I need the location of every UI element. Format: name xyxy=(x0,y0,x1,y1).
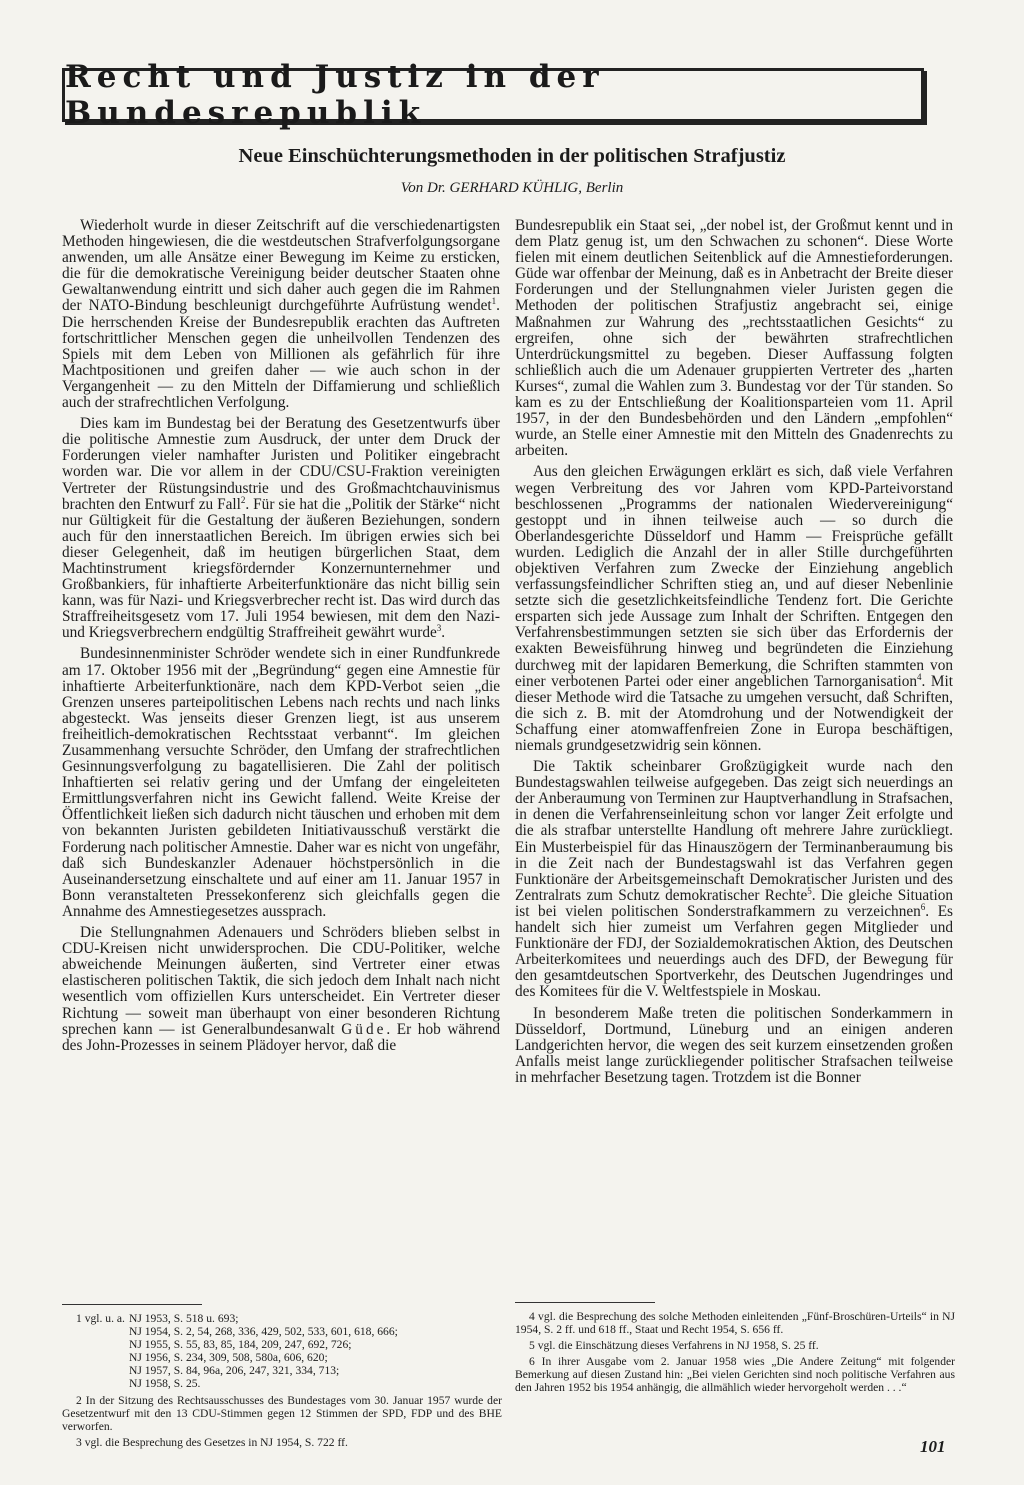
footnote-ref: 2 xyxy=(240,494,246,505)
paragraph xyxy=(62,416,500,641)
paragraph xyxy=(515,218,953,459)
footnote-divider xyxy=(62,1304,202,1305)
right-column xyxy=(515,218,953,1091)
paragraph xyxy=(515,1006,953,1086)
text: . Die herrschenden Kreise der Bundesrepublik erachten das Auftreten fortschrittlicher Menschen gegen die unheilvollen Tendenzen des Spiels mit dem Leben von Millionen als gefährlich für ihre Machtpositionen und greifen daher — wie auch schon in der Vergangenheit — zu den Mitteln der Diffamierung und schließlich auch der strafrechtlichen Verfolgung. xyxy=(62,297,500,412)
footnote-label: 1 vgl. u. a. xyxy=(76,1312,125,1325)
footnote-5: 5 vgl. die Einschätzung dieses Verfahrens in NJ 1958, S. 25 ff. xyxy=(529,1339,819,1352)
footnote-1 xyxy=(76,1312,402,1390)
footnote-ref-line: NJ 1954, S. 2, 54, 268, 336, 429, 502, 533, 601, 618, 666; xyxy=(128,1325,398,1338)
article-byline: Von Dr. GERHARD KÜHLIG, Berlin xyxy=(400,180,624,196)
section-header: Recht und Justiz in der Bundesrepublik xyxy=(65,59,605,131)
paragraph xyxy=(62,925,500,1054)
text: Bundesrepublik ein Staat sei, „der nobel ist, der Großmut kennt und in dem Platz genug ist, um den Schwachen zu schonen“. Diese Worte fielen mit einem deutlichen Seitenblick auf die Amnestieforderungen. Güde war offenbar der Meinung, daß es in Anbetracht der Breite dieser Forderungen und der Stellungnahmen vieler Juristen gegen die Methoden der politischen Strafjustiz angebracht sei, einige Maßnahmen zur Wahrung des „rechtsstaatlichen Gesichts“ zu ergreifen, ohne sich der bewährten strafrechtlichen Unterdrückungsmittel zu begeben. Dieser Auffassung folgten schließlich auch die um Adenauer gruppierten Vertreter des „harten Kurses“, zumal die Wahlen zum 3. Bundestag vor der Tür standen. So kam es zu der Entschließung der Koalitionsparteien vom 11. April 1957, in der den Bundesbehörden und den Ländern „empfohlen“ wurde, an Stelle einer Amnestie mit den Mitteln des Gnadenrechts zu arbeiten. xyxy=(515,217,953,460)
text: Die Stellungnahmen Adenauers und Schröders blieben selbst in CDU-Kreisen nicht unwidersprochen. Die CDU-Politiker, welche abweichende Meinungen äußerten, sind Vertreter einer etwas elastischeren politischen Taktik, die sich jedoch dem Inhalt nach nicht wesentlich vom offiziellen Kurs unterscheidet. Ein Vertreter dieser Richtung — soweit man überhaupt von einer besonderen Richtung sprechen kann — ist Generalbundesanwalt xyxy=(62,924,500,1038)
text: . Er hob während des John-Prozesses in seinem Plädoyer hervor, daß die xyxy=(62,1020,500,1054)
left-column xyxy=(62,218,500,1059)
section-header-box xyxy=(62,59,924,131)
text: Die Taktik scheinbarer Großzügigkeit wurde nach den Bundestagswahlen teilweise aufgegeben. Das zeigt sich neuerdings an der Anberaumung von Terminen zur Hauptverhandlung in Strafsachen, in denen die Verfahrenseinleitung schon vor langer Zeit erfolgte und die als strafbar unterstellte Handlung oft mehrere Jahre zurückliegt. Ein Musterbeispiel für das Hinauszögern der Terminanberaumung bis in die Zeit nach der Bundestagswahl ist das Verfahren gegen Funktionäre der Arbeitsgemeinschaft Demokratischer Juristen und des Zentralrats zum Schutz demokratischer Rechte xyxy=(515,758,953,904)
page-number: 101 xyxy=(920,1437,946,1456)
text: Aus den gleichen Erwägungen erklärt es sich, daß viele Verfahren wegen Verbreitung des vor Jahren vom KPD-Parteivorstand beschlossenen „Programms der nationalen Wiedervereinigung“ gestoppt und in ihnen teilweise auch — so durch die Oberlandesgerichte Düsseldorf und Hamm — Freisprüche gefällt wurden. Lediglich die Anzahl der in aller Stille durchgeführten objektiven Verfahren zum Zwecke der Einziehung angeblich verfassungsfeindlicher Schriften stieg an, und auf dieser Nebenlinie setzte sich die gesetzlichkeitsfeindliche Tendenz fort. Die Gerichte ersparten sich jede Aussage zum Inhalt der Schriften. Entgegen den Verfahrensbestimmungen setzten sie sich über das Erfordernis der exakten Beweisführung hinweg und begründeten die Einziehung durchweg mit der lapidaren Bemerkung, die Schriften stammten von einer verbotenen Partei oder einer angeblichen Tarnorganisation xyxy=(515,463,953,690)
text: . Mit dieser Methode wird die Tatsache zu umgehen versucht, daß Schriften, die sich z. B. mit der Atomdrohung und der Notwendigkeit der Schaffung einer atomwaffenfreien Zone in Europa beschäftigen, niemals grundgesetzwidrig sein können. xyxy=(515,672,953,754)
paragraph xyxy=(515,464,953,754)
text: . Es handelt sich hier zumeist um Verfahren gegen Mitglieder und Funktionäre der FDJ, der Sozialdemokratischen Aktion, des Deutschen Arbeiterkomitees und neuerdings auch des DFD, der Bewegung für den gesamtdeutschen Sportverkehr, des Deutschen Jugendringes und des Komitees für die V. Weltfestspiele in Moskau. xyxy=(515,902,953,1001)
footnote-6: 6 In ihrer Ausgabe vom 2. Januar 1958 wies „Die Andere Zeitung“ mit folgender Bemerkung auf diesen Zustand hin: „Bei vielen Gerichten sind noch politische Verfahren aus den Jahren 1952 bis 1954 anhängig, die allmählich wieder hervorgeholt werden . . .“ xyxy=(515,1355,955,1394)
footnote-ref: 5 xyxy=(807,885,812,896)
paragraph xyxy=(62,218,500,411)
text: In besonderem Maße treten die politischen Sonderkammern in Düsseldorf, Dortmund, Lüneburg und an einigen anderen Landgerichten hervor, die wegen des seit kurzem einsetzenden großen Anfalls meist lange zurückliegender politischer Strafsachen teilweise in mehrfacher Besetzung tagen. Trotzdem ist die Bonner xyxy=(515,1004,953,1086)
footnote-ref-line: NJ 1955, S. 55, 83, 85, 184, 209, 247, 692, 726; xyxy=(128,1338,352,1351)
footnote-divider xyxy=(515,1302,655,1303)
footnotes-right xyxy=(515,1310,955,1397)
footnote-ref-line: NJ 1956, S. 234, 309, 508, 580a, 606, 620; xyxy=(128,1351,328,1364)
footnote-ref: 4 xyxy=(917,671,922,682)
text: . xyxy=(441,624,446,642)
footnote-ref-line: NJ 1957, S. 84, 96a, 206, 247, 321, 334, 713; xyxy=(128,1364,340,1377)
text: . Für sie hat die „Politik der Stärke“ nicht nur Gültigkeit für die Gestaltung der äußeren Beziehungen, sondern auch für den innerstaatlichen Bereich. Im übrigen erwies sich bei dieser Gelegenheit, daß im heutigen bürgerlichen Staat, dem Machtinstrument kriegsfördernder Konzernunternehmer und Großbankiers, für inhaftierte Arbeiterfunktionäre das nicht billig sein kann, was für Nazi- und Kriegsverbrecher recht ist. Das wird durch das Straffreiheitsgesetz vom 17. Juli 1954 bewiesen, mit dem den Nazi- und Kriegsverbrechern endgültig Straffreiheit gewährt wurde xyxy=(62,495,501,642)
text: Wiederholt wurde in dieser Zeitschrift auf die verschiedenartigsten Methoden hingewiesen, die die westdeutschen Strafverfolgungsorgane anwenden, um alle Ansätze einer Bewegung im Keime zu ersticken, die für die demokratische Vereinigung beider deutscher Staaten ohne Gewaltanwendung eintritt und sich daher auch gegen die im Rahmen der NATO-Bindung beschleunigt durchgeführte Aufrüstung wendet xyxy=(62,217,500,315)
footnote-ref: 6 xyxy=(920,901,926,912)
footnote-ref-line: NJ 1958, S. 25. xyxy=(128,1377,201,1390)
paragraph xyxy=(515,759,953,1000)
footnote-ref: 1 xyxy=(491,296,497,307)
footnote-2: 2 In der Sitzung des Rechtsausschusses des Bundestages vom 30. Januar 1957 wurde der Gesetzentwurf mit den 13 CDU-Stimmen gegen 12 Stimmen der SPD, FDP und des BHE verworfen. xyxy=(62,1394,502,1433)
text: . Die gleiche Situation ist bei vielen politischen Sonderstrafkammern zu verzeichnen xyxy=(515,886,953,920)
article-title: Neue Einschüchterungsmethoden in der politischen Strafjustiz xyxy=(238,145,786,167)
footnote-4: 4 vgl. die Besprechung des solche Methoden einleitenden „Fünf-Broschüren-Urteils“ in NJ 1954, S. 2 ff. und 618 ff., Staat und Recht 1954, S. 656 ff. xyxy=(515,1310,955,1336)
footnotes-left xyxy=(62,1312,502,1452)
footnote-ref: 3 xyxy=(436,623,442,634)
text: Dies kam im Bundestag bei der Beratung des Gesetzentwurfs über die politische Amnestie zum Ausdruck, der unter dem Druck der Forderungen vieler namhafter Juristen und Politiker eingebracht worden war. Die vor allem in der CDU/CSU-Fraktion vereinigten Vertreter der Rüstungsindustrie und des Großmachtchauvinismus brachten den Entwurf zu Fall xyxy=(62,415,500,513)
person-name: Güde xyxy=(341,1020,387,1038)
paragraph xyxy=(62,646,500,920)
text: Bundesinnenminister Schröder wendete sich in einer Rundfunkrede am 17. Oktober 1956 mit der „Begründung“ gegen eine Amnestie für inhaftierte Arbeiterfunktionäre, nach dem KPD-Verbot seien „die Grenzen unseres parteipolitischen Lebens nach rechts und nach links abgesteckt. Was jenseits dieser Grenzen liegt, ist aus unserem freiheitlich-demokratischen Rechtsstaat verbannt“. Im gleichen Zusammenhang versuchte Schröder, den Umfang der strafrechtlichen Gesinnungsverfolgung zu bagatellisieren. Die Zahl der politisch Inhaftierten sei relativ gering und der Umfang der eingeleiteten Ermittlungsverfahren nicht ins Gewicht fallend. Weite Kreise der Öffentlichkeit ließen sich dadurch nicht täuschen und erhoben mit dem von bekannten Juristen gebildeten Initiativausschuß verstärkt die Forderung nach politischer Amnestie. Daher war es nicht von ungefähr, daß sich Bundeskanzler Adenauer höchstpersönlich in die Auseinandersetzung einschaltete und auf einer am 11. Januar 1957 in Bonn veranstalteten Pressekonferenz sich gleichfalls gegen die Annahme des Amnestiegesetzes aussprach. xyxy=(62,645,500,920)
footnote-3: 3 vgl. die Besprechung des Gesetzes in NJ 1954, S. 722 ff. xyxy=(76,1436,348,1449)
footnote-ref-line: NJ 1953, S. 518 u. 693; xyxy=(128,1312,239,1325)
